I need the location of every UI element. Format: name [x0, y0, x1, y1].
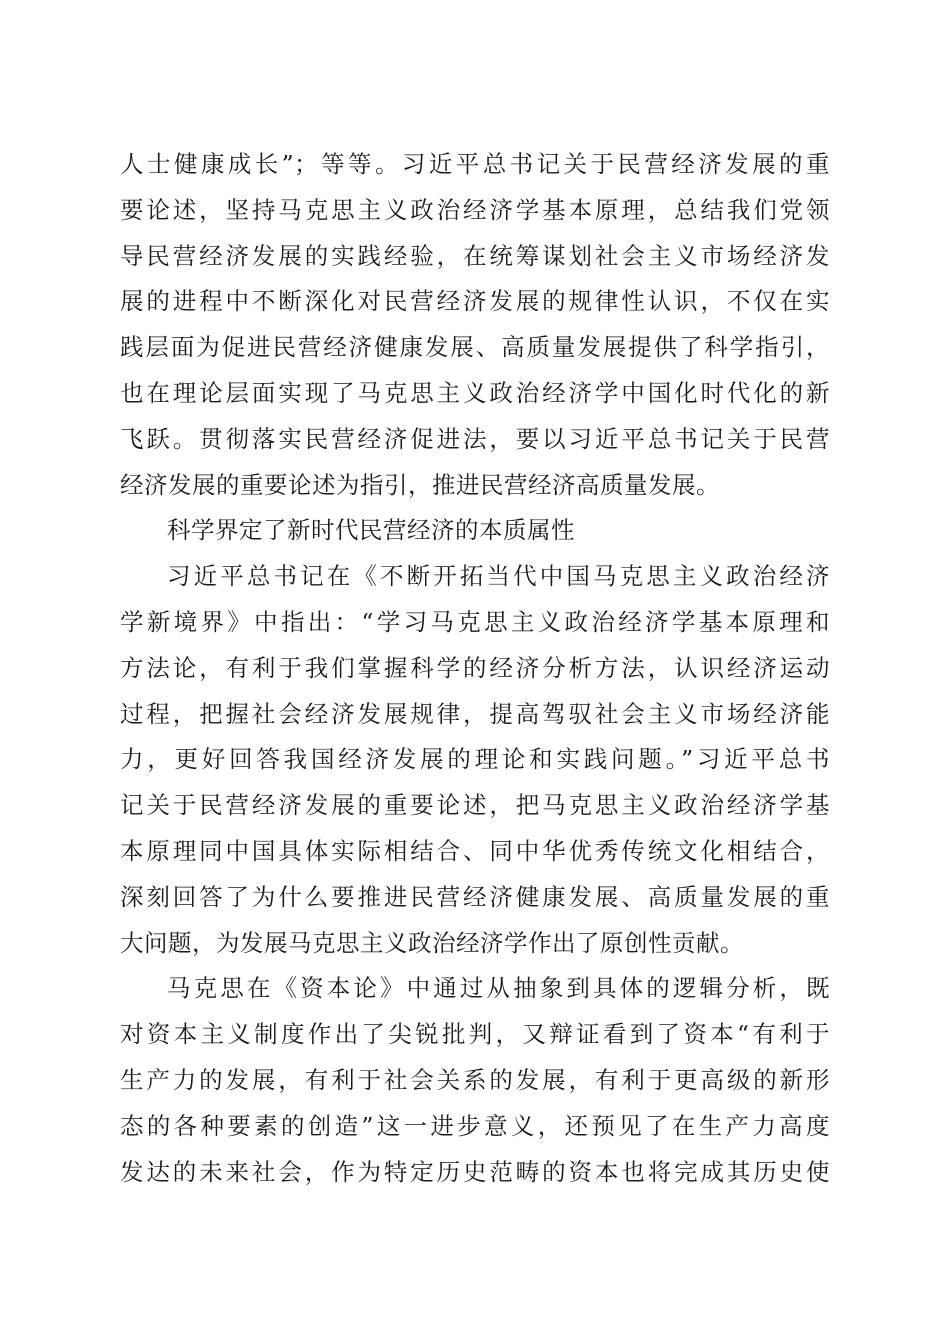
- text-line: 本原理同中国具体实际相结合、同中华优秀传统文化相结合，: [120, 836, 830, 865]
- text-line: 深刻回答了为什么要推进民营经济健康发展、高质量发展的重: [120, 882, 830, 911]
- text-line: 学新境界》中指出：“学习马克思主义政治经济学基本原理和: [120, 607, 830, 636]
- text-line: 生产力的发展，有利于社会关系的发展，有利于更高级的新形: [120, 1065, 830, 1094]
- text-line: 大问题，为发展马克思主义政治经济学作出了原创性贡献。: [120, 928, 744, 957]
- text-line: 践层面为促进民营经济健康发展、高质量发展提供了科学指引，: [120, 333, 830, 362]
- text-line: 方法论，有利于我们掌握科学的经济分析方法，认识经济运动: [120, 653, 830, 682]
- text-line: 态的各种要素的创造”这一进步意义，还预见了在生产力高度: [120, 1111, 830, 1140]
- document-body: [120, 142, 830, 1195]
- text-line: 发达的未来社会，作为特定历史范畴的资本也将完成其历史使: [120, 1157, 830, 1186]
- text-line: 要论述，坚持马克思主义政治经济学基本原理，总结我们党领: [120, 195, 830, 224]
- text-line: 经济发展的重要论述为指引，推进民营经济高质量发展。: [120, 470, 720, 499]
- text-line: 对资本主义制度作出了尖锐批判，又辩证看到了资本“有利于: [120, 1020, 830, 1049]
- text-line: 习近平总书记在《不断开拓当代中国马克思主义政治经济: [167, 562, 830, 591]
- text-line: 人士健康成长”；等等。习近平总书记关于民营经济发展的重: [120, 150, 830, 178]
- text-line: 导民营经济发展的实践经验，在统筹谋划社会主义市场经济发: [120, 241, 830, 270]
- text-line: 力，更好回答我国经济发展的理论和实践问题。”习近平总书: [120, 745, 830, 774]
- text-line: 也在理论层面实现了马克思主义政治经济学中国化时代化的新: [120, 378, 830, 407]
- text-line: 马克思在《资本论》中通过从抽象到具体的逻辑分析，既: [167, 974, 830, 1003]
- text-line: 过程，把握社会经济发展规律，提高驾驭社会主义市场经济能: [120, 699, 830, 728]
- text-line: 飞跃。贯彻落实民营经济促进法，要以习近平总书记关于民营: [120, 424, 830, 453]
- text-line: 记关于民营经济发展的重要论述，把马克思主义政治经济学基: [120, 791, 830, 820]
- section-heading: 科学界定了新时代民营经济的本质属性: [167, 516, 575, 545]
- text-line: 展的进程中不断深化对民营经济发展的规律性认识，不仅在实: [120, 287, 830, 316]
